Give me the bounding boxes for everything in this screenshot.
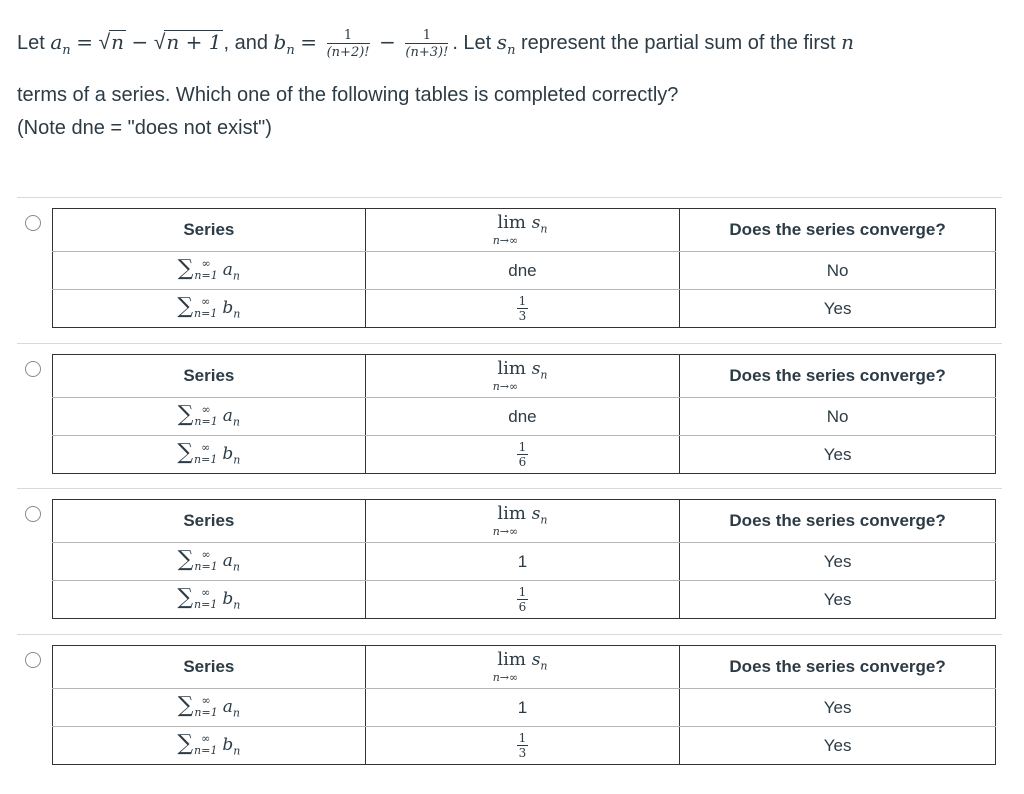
converge-b-cell: Yes [823, 735, 852, 755]
s-symbol: $s_n$ [496, 30, 516, 58]
header-converge: Does the series converge? [680, 646, 996, 689]
minus-sign: − [379, 30, 396, 54]
limit-b-fraction: $\frac{1}{3}$ [518, 294, 527, 323]
question-text [17, 20, 1012, 117]
radio-button[interactable] [25, 506, 41, 522]
answer-table [52, 499, 996, 619]
header-limit: $\lim s_n$ n→∞ [365, 500, 680, 543]
series-b-cell: ∑ ∞ n=1 $b_n$ [53, 290, 366, 328]
limit-b-cell [365, 727, 680, 765]
note-text: (Note dne = "does not exist") [17, 117, 272, 139]
radio-button[interactable] [25, 215, 41, 231]
header-limit: $\lim s_n$ n→∞ [365, 209, 680, 252]
header-converge: Does the series converge? [680, 355, 996, 398]
header-converge: Does the series converge? [680, 500, 996, 543]
answer-table [52, 645, 996, 765]
header-series: Series [53, 500, 366, 543]
fraction-1: $\frac{1}{(n+2)!}$ [326, 27, 370, 60]
limit-a-cell: 1 [365, 543, 680, 581]
table-row [53, 581, 996, 619]
fraction-2: $\frac{1}{(n+3)!}$ [405, 27, 449, 60]
equals-sign: = [300, 30, 318, 54]
converge-a-cell: Yes [680, 543, 996, 581]
converge-a-cell: No [680, 252, 996, 290]
table-row [53, 436, 996, 474]
limit-b-fraction: $\frac{1}{6}$ [518, 440, 527, 469]
limit-a-cell: dne [365, 252, 680, 290]
b-symbol: $b_n$ [273, 30, 295, 58]
question-part: represent the partial sum of the first [515, 32, 842, 54]
header-limit: $\lim s_n$ n→∞ [365, 646, 680, 689]
answer-option-2[interactable] [17, 343, 1002, 484]
header-series: Series [53, 209, 366, 252]
sqrt-n: n [111, 30, 124, 54]
question-part: Let [457, 32, 497, 54]
table-header-row [53, 355, 996, 398]
n-variable: n [841, 30, 855, 54]
converge-a-cell: No [680, 398, 996, 436]
header-series: Series [53, 646, 366, 689]
series-a-cell: ∑ ∞ n=1 $a_n$ [53, 398, 366, 436]
header-series: Series [53, 355, 366, 398]
header-limit: $\lim s_n$ n→∞ [365, 355, 680, 398]
series-b-cell: ∑ ∞ n=1 $b_n$ [53, 436, 366, 474]
minus-sign: − [131, 30, 149, 54]
table-row [53, 543, 996, 581]
limit-b-cell [365, 436, 680, 474]
answer-option-1[interactable] [17, 197, 1002, 338]
series-a-cell: ∑ ∞ n=1 $a_n$ [53, 543, 366, 581]
equals-sign: = [76, 30, 93, 54]
series-a-cell: ∑ ∞ n=1 $a_n$ [53, 689, 366, 727]
table-header-row [53, 646, 996, 689]
converge-b-cell: Yes [823, 444, 852, 464]
series-b-cell: ∑ ∞ n=1 $b_n$ [53, 727, 366, 765]
series-a-cell: ∑ ∞ n=1 $a_n$ [53, 252, 366, 290]
limit-b-fraction: $\frac{1}{3}$ [518, 731, 527, 760]
sqrt-icon: √ [98, 31, 111, 54]
table-row [53, 727, 996, 765]
limit-b-fraction: $\frac{1}{6}$ [518, 585, 527, 614]
series-b-cell: ∑ ∞ n=1 $b_n$ [53, 581, 366, 619]
limit-a-cell: 1 [365, 689, 680, 727]
sqrt-n-plus-1: n + 1 [166, 30, 222, 54]
answer-option-3[interactable] [17, 488, 1002, 629]
answer-table [52, 208, 996, 328]
table-header-row [53, 500, 996, 543]
question-part: Let [17, 32, 51, 54]
limit-b-cell [365, 290, 680, 328]
converge-b-cell: Yes [823, 298, 852, 318]
question-part: terms of a series. Which one of the following tables is completed correctly? [17, 84, 679, 106]
limit-a-cell: dne [365, 398, 680, 436]
period: . [452, 32, 458, 54]
table-row [53, 252, 996, 290]
answer-option-4[interactable] [17, 634, 1002, 775]
converge-b-cell: Yes [823, 589, 852, 609]
limit-b-cell [365, 581, 680, 619]
header-converge: Does the series converge? [680, 209, 996, 252]
radio-button[interactable] [25, 652, 41, 668]
table-row [53, 689, 996, 727]
table-header-row [53, 209, 996, 252]
a-symbol: $a_n$ [50, 30, 71, 58]
answer-table [52, 354, 996, 474]
question-part: , and [223, 32, 274, 54]
converge-a-cell: Yes [680, 689, 996, 727]
table-row [53, 290, 996, 328]
table-row [53, 398, 996, 436]
radio-button[interactable] [25, 361, 41, 377]
sqrt-icon: √ [153, 31, 166, 54]
